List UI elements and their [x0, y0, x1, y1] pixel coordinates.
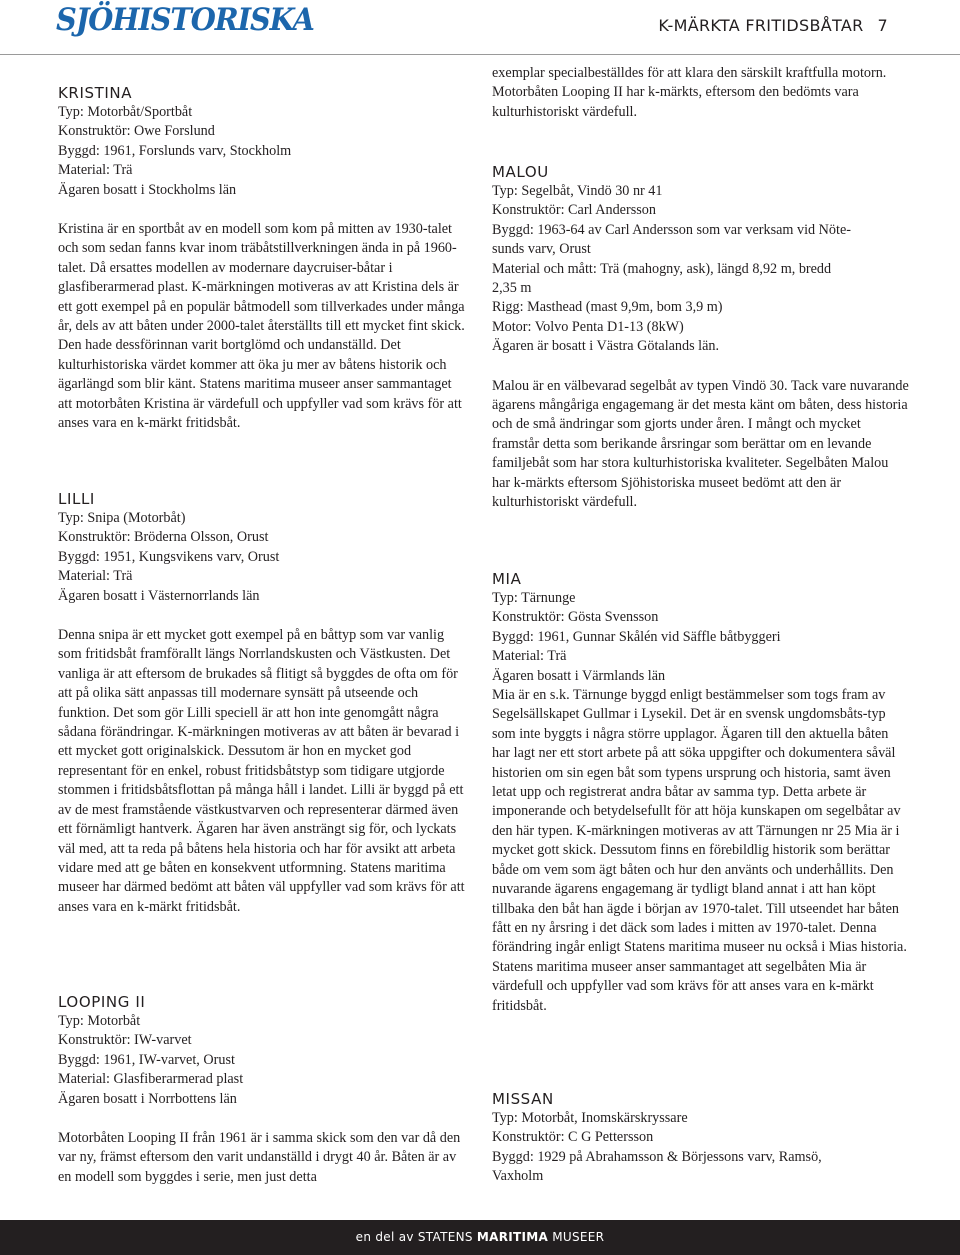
entry-title: MALOU — [492, 163, 549, 181]
fact-line: Typ: Snipa (Motorbåt) — [58, 510, 186, 526]
fact-line: Typ: Motorbåt/Sportbåt — [58, 104, 193, 120]
fact-line: Byggd: 1961, Gunnar Skålén vid Säffle båtbyggeri — [492, 628, 781, 645]
entry-title: LOOPING II — [58, 993, 146, 1011]
fact-line: Konstruktör: Owe Forslund — [58, 123, 215, 140]
entry-malou — [492, 163, 910, 513]
fact-line: Material: Trä — [492, 648, 567, 665]
entry-facts — [492, 182, 910, 357]
fact-line: Ägaren bosatt i Norrbottens län — [58, 1090, 237, 1107]
entry-mia — [492, 570, 910, 1016]
page-header — [658, 16, 888, 35]
fact-line: Rigg: Masthead (mast 9,9m, bom 3,9 m) — [492, 299, 723, 316]
entry-body: Kristina är en sportbåt av en modell som kom på mitten av 1930-talet och som sedan fanns kvar inom träbåtstillverkningen ända in på 1960-talet. Då ersattes modellen av modernare daycruiser-båtar i glasfiberarmerad plast. K-märkningen motiveras av att Kristina dels är ett gott exempel på en populär båtmodell som tillverkades under många år, dels av att båten under 2000-talet återställts till ett mycket fint skick. Den hade dessförinnan varit bortglömd och undanställd. Det kulturhistoriska värdet kommer att öka ju mer av båtens historik och ägarlängd som blir känt. Statens maritima museer anser sammantaget att motorbåten Kristina är värdefull och uppfyller vad som krävs för att anses vara en k-märkt fritidsbåt. — [58, 221, 465, 432]
footer-word-museer: MUSEER — [552, 1230, 605, 1244]
entry-title: KRISTINA — [58, 84, 133, 102]
fact-line: Byggd: 1961, Forslunds varv, Stockholm — [58, 142, 292, 159]
entry-looping-continued: exemplar specialbeställdes för att klara den särskilt kraftfulla motorn. Motorbåten Looping II har k-märkts, eftersom den bedömts vara kulturhistoriskt värdefull. — [492, 65, 887, 120]
fact-line: Material: Trä — [58, 568, 133, 585]
fact-line: Material och mått: Trä (mahogny, ask), längd 8,92 m, bredd — [492, 260, 832, 277]
fact-line: Typ: Motorbåt, Inomskärskryssare — [492, 1110, 688, 1126]
entry-title: MISSAN — [492, 1090, 554, 1108]
fact-line: 2,35 m — [492, 280, 532, 297]
section-title: K-MÄRKTA FRITIDSBÅTAR — [658, 16, 864, 35]
header-divider — [0, 54, 960, 55]
fact-line: sunds varv, Orust — [492, 241, 591, 258]
footer-word-statens: STATENS — [417, 1230, 473, 1244]
footer-prefix: en del av — [355, 1230, 414, 1244]
fact-line: Ägaren bosatt i Västernorrlands län — [58, 587, 260, 604]
footer-bar — [0, 1220, 960, 1255]
fact-line: Konstruktör: Gösta Svensson — [492, 609, 659, 626]
fact-line: Konstruktör: Carl Andersson — [492, 202, 656, 219]
entry-missan — [492, 1090, 910, 1187]
entry-body: Denna snipa är ett mycket gott exempel på en båttyp som var vanlig som fritidsbåt framförallt längs Norrlandskusten och Västkusten. Det vanliga är att eftersom de brukades så flitigt så byggdes de ofta om för att på olika sätt anpassas till modernare synsätt på utseende och funktion. Det som gör Lilli speciell är att hon inte genomgått några sådana förändringar. K-märkningen motiveras av att båten är bevarad i ett mycket gott originalskick. Dessutom är hon en mycket god representant för en enkel, robust fritidsbåtstyp som tidigare utgjorde stommen i fritidsbåtsflottan på många håll i landet. Lilli är byggd på ett av de mest framstående västkustvarven och representerar därmed även ett förnämligt hantverk. Ägaren har även ansträngt sig för, och lyckats väl med, att ta reda på båtens hela historia och har för avsikt att arbeta vidare med att ge båten en konsekvent utformning. Statens maritima museer har därmed bedömt att båten väl uppfyller vad som krävs för att anses vara en k-märkt fritidsbåt. — [58, 627, 465, 915]
footer-tagline — [0, 1230, 960, 1244]
fact-line: Typ: Segelbåt, Vindö 30 nr 41 — [492, 183, 663, 199]
entry-facts — [58, 103, 468, 200]
entry-facts — [492, 589, 910, 686]
entry-body: Motorbåten Looping II från 1961 är i samma skick som den var då den var ny, främst eftersom den varit undanställd i drygt 40 år. Båten är av en modell som byggdes i serie, men just detta — [58, 1130, 461, 1185]
fact-line: Byggd: 1963-64 av Carl Andersson som var verksam vid Nöte- — [492, 221, 851, 238]
entry-facts — [492, 1109, 910, 1187]
entry-looping — [58, 993, 468, 1187]
entry-facts — [58, 1012, 468, 1109]
entry-body: Mia är en s.k. Tärnunge byggd enligt bestämmelser som togs fram av Segelsällskapet Gullmar i Lysekil. Det är en svensk ungdomsbåts-typ som inte byggts i några större upplagor. Ägaren till den aktuella båten har lagt ner ett stort arbete på att söka uppgifter och dokumentera såväl historien om sin egen båt som typens ursprung och historia, samt även letat upp och registrerat andra båtar av samma typ. Detta arbete är imponerande och betydelsefullt för att höja kunskapen om segelbåtar av den här typen. K-märkningen motiveras av att Tärnungen nr 25 Mia är i mycket gott skick. Dessutom finns en förebildlig historik som berättar både om vem som ägt båten och hur den använts och underhållits. Den nuvarande ägarens engagemang är tydligt bland annat i att han köpt tillbaka den båt han ägde i början av 1970-talet. Till utseendet har båten fått en ny årsring i det däck som lades i mitten av 1970-talet. Denna förändring ingår enligt Statens maritima museer nu också i Mias historia. Statens maritima museer anser sammantaget att segelbåten Mia är värdefull och uppfyller vad som krävs för att anses vara en k-märkt fritidsbåt. — [492, 687, 907, 1014]
entry-kristina — [58, 84, 468, 434]
entry-facts — [58, 509, 468, 606]
fact-line: Ägaren är bosatt i Västra Götalands län. — [492, 338, 720, 355]
fact-line: Ägaren bosatt i Stockholms län — [58, 181, 237, 198]
fact-line: Byggd: 1951, Kungsvikens varv, Orust — [58, 548, 280, 565]
fact-line: Ägaren bosatt i Värmlands län — [492, 667, 666, 684]
fact-line: Typ: Motorbåt — [58, 1013, 141, 1029]
entry-body: Malou är en välbevarad segelbåt av typen Vindö 30. Tack vare nuvarande ägarens mångåriga engagemang är det mesta känt om båten, dess historia och de små ändringar som gjorts under åren. I mångt och mycket framstår detta som berikande årsringar som berättar om en levande familjebåt som har stora kulturhistoriska kvaliteter. Segelbåten Malou har k-märkts eftersom Sjöhistoriska museet bedömt att den är kulturhistoriskt värdefull. — [492, 377, 909, 511]
fact-line: Motor: Volvo Penta D1-13 (8kW) — [492, 318, 684, 335]
page-number: 7 — [877, 16, 888, 35]
fact-line: Byggd: 1961, IW-varvet, Orust — [58, 1051, 235, 1068]
entry-title: MIA — [492, 570, 522, 588]
entry-lilli — [58, 490, 468, 917]
fact-line: Byggd: 1929 på Abrahamsson & Börjessons varv, Ramsö, — [492, 1148, 822, 1165]
fact-line: Typ: Tärnunge — [492, 590, 576, 606]
fact-line: Konstruktör: C G Pettersson — [492, 1129, 654, 1146]
footer-word-maritima: MARITIMA — [476, 1230, 549, 1244]
brand-logo: SJÖHISTORISKA — [56, 2, 314, 38]
fact-line: Konstruktör: Bröderna Olsson, Orust — [58, 529, 269, 546]
fact-line: Material: Glasfiberarmerad plast — [58, 1071, 244, 1088]
fact-line: Konstruktör: IW-varvet — [58, 1032, 192, 1049]
fact-line: Vaxholm — [492, 1168, 544, 1185]
entry-title: LILLI — [58, 490, 95, 508]
fact-line: Material: Trä — [58, 162, 133, 179]
